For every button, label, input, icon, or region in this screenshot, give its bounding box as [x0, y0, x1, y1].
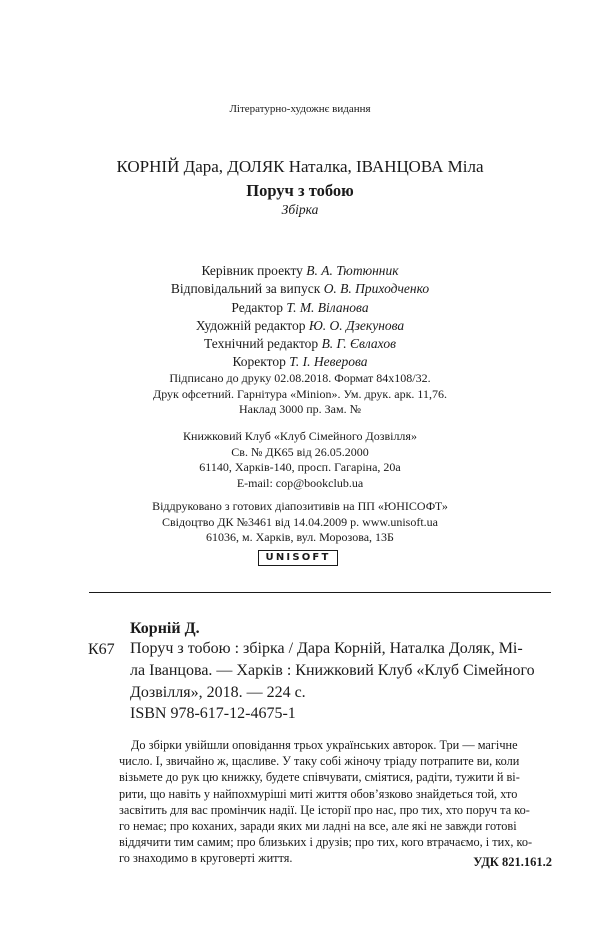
- book-title: Поруч з тобою: [246, 181, 354, 200]
- annotation-line: засвітить для вас промінчик надії. Це історії про нас, про тих, хто поруч та ко-: [119, 802, 530, 817]
- credit-name: В. А. Тютюнник: [306, 263, 399, 278]
- credit-line: [0, 280, 600, 298]
- bibliography-line: Поруч з тобою : збірка / Дара Корній, Наталка Доляк, Мі-: [130, 640, 523, 657]
- book-subtitle: Збірка: [281, 202, 319, 217]
- bibliography-description: [130, 638, 550, 704]
- annotation-line: число. І, звичайно ж, щасливе. У таку собі жіночу тріаду потрапите ви, коли: [119, 754, 520, 769]
- annotation-line: візьмете до рук цю книжку, будете співчувати, сміятися, радіти, тужити й ві-: [119, 770, 520, 785]
- credit-role: Керівник проекту: [201, 263, 303, 278]
- credit-name: Т. М. Віланова: [286, 299, 369, 315]
- print-info-line: Друк офсетний. Гарнітура «Minion». Ум. друк. арк. 11,76.: [153, 386, 447, 401]
- authors-line: КОРНІЙ Дара, ДОЛЯК Наталка, ІВАНЦОВА Міла: [116, 157, 484, 176]
- credit-line: [0, 317, 600, 335]
- credit-role: Технічний редактор: [204, 336, 319, 352]
- annotation-block: [119, 737, 559, 867]
- publisher-block: [0, 429, 600, 491]
- credit-role: Художній редактор: [195, 317, 306, 333]
- credit-name: Т. І. Неверова: [289, 354, 368, 370]
- publication-type-note: Літературно-художнє видання: [229, 103, 371, 115]
- annotation-line: рити, що навіть у найпохмуріші миті життя обов’язково знайдеться той, хто: [119, 786, 518, 801]
- bibliography-line: Дозвілля», 2018. — 224 с.: [130, 684, 306, 701]
- bibliography-line: ла Іванцова. — Харків : Книжковий Клуб «Клуб Сімейного: [130, 662, 535, 679]
- unisoft-logo: UNISOFT: [258, 550, 338, 566]
- annotation-line: го немає; про коханих, заради яких ми ладні на все, але які не завжди готові: [119, 819, 517, 834]
- print-info-line: Підписано до друку 02.08.2018. Формат 84x108/32.: [169, 371, 431, 385]
- publisher-line: Св. № ДК65 від 26.05.2000: [231, 444, 369, 459]
- credit-role: Редактор: [231, 299, 284, 315]
- print-info-line: Наклад 3000 пр. Зам. №: [238, 402, 362, 416]
- printer-block: [0, 499, 600, 546]
- credit-name: О. В. Приходченко: [323, 281, 430, 297]
- isbn: ISBN 978-617-12-4675-1: [130, 705, 296, 722]
- credit-line: [0, 353, 600, 371]
- udk-code: УДК 821.161.2: [473, 855, 552, 869]
- printer-line: 61036, м. Харків, вул. Морозова, 13Б: [206, 530, 394, 544]
- credit-role: Коректор: [232, 354, 286, 370]
- publisher-line: E-mail: cop@bookclub.ua: [236, 475, 364, 490]
- printer-line: Віддруковано з готових діапозитивів на ПП «ЮНІСОФТ»: [152, 499, 448, 513]
- credits-block: [0, 262, 600, 372]
- credit-line: [0, 299, 600, 317]
- annotation-line: віддячити тим самим; про близьких і друзів; про тих, кого втрачаємо, і тих, ко-: [119, 835, 533, 850]
- print-info-block: [0, 371, 600, 418]
- publisher-line: 61140, Харків-140, просп. Гагаріна, 20а: [199, 460, 401, 474]
- credit-role: Відповідальний за випуск: [170, 281, 321, 297]
- annotation-line: До збірки увійшли оповідання трьох українських авторок. Три — магічне: [131, 738, 518, 752]
- credit-line: [0, 262, 600, 280]
- bibliography-code: К67: [88, 641, 115, 658]
- credit-name: В. Г. Євлахов: [321, 336, 396, 352]
- credit-line: [0, 335, 600, 353]
- publisher-line: Книжковий Клуб «Клуб Сімейного Дозвілля»: [183, 429, 417, 443]
- divider: [89, 592, 551, 593]
- credit-name: Ю. О. Дзекунова: [308, 317, 405, 333]
- printer-line: Свідоцтво ДК №3461 від 14.04.2009 р. www.unisoft.ua: [162, 514, 438, 529]
- bibliography-author: Корній Д.: [130, 620, 200, 637]
- annotation-line: го знаходимо в круговерті життя.: [119, 851, 293, 866]
